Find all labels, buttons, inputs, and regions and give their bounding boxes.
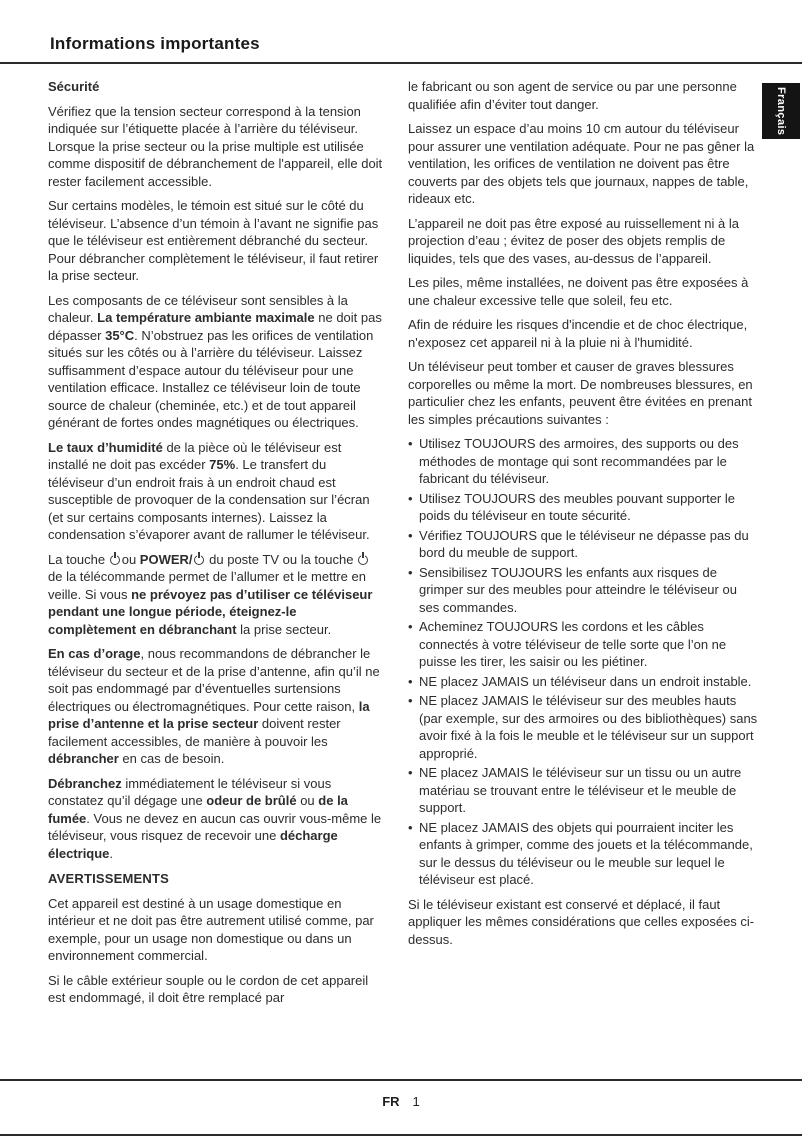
paragraph-voltage: Vérifiez que la tension secteur correspond à la tension indiquée sur l’étiquette placée à l’arrière du téléviseur. Lorsque la prise secteur ou la prise multiple est utilisée comme dispositif de débranchement de l'appareil, elle doit rester facilement accessible. <box>48 103 383 189</box>
right-column <box>408 78 760 1014</box>
precaution-item: • Sensibilisez TOUJOURS les enfants aux risques de grimper sur des meubles pour atteindre le téléviseur ou ses commandes. <box>408 564 760 617</box>
text-segment: . Vous ne devez en aucun cas ouvrir vous-même le téléviseur, vous risquez de recevoir une <box>48 810 382 843</box>
text-segment: ou <box>121 551 140 567</box>
paragraph-ventilation-space: Laissez un espace d’au moins 10 cm autour du téléviseur pour assurer une ventilation adéquate. Pour ne pas gêner la ventilation, les orifices de ventilation ne doivent pas être couverts par des objets tels que journaux, nappes de table, rideaux etc. <box>408 121 755 206</box>
bold-segment: ne prévoyez pas d’utiliser ce téléviseur pendant une longue période, éteignez-le complètement en débranchant <box>48 586 373 637</box>
text-segment: doivent rester facilement accessibles, de manière à pouvoir les <box>48 716 341 749</box>
power-icon <box>110 555 120 565</box>
bold-segment: de la fumée <box>48 793 348 826</box>
bold-segment: En cas d’orage <box>48 646 141 661</box>
text-segment: de la pièce où le téléviseur est installé ne doit pas excéder <box>48 439 342 472</box>
paragraph-heat <box>48 292 385 432</box>
paragraph-domestic-use: Cet appareil est destiné à un usage domestique en intérieur et ne doit pas être autrement utilisé comme, par exemple, pour un usage non domestique ou dans un environnement commercial. <box>48 895 374 963</box>
paragraph-tip-over: Un téléviseur peut tomber et causer de graves blessures corporelles ou même la mort. De nombreuses blessures, en particulier chez les enfants, peuvent être évitées en prenant les simples précautions suivantes : <box>408 359 753 427</box>
precaution-item: • NE placez JAMAIS le téléviseur sur un tissu ou un autre matériau se trouvant entre le téléviseur et le meuble de support. <box>408 764 760 817</box>
footer-divider-top <box>0 1079 802 1081</box>
content-columns <box>48 78 764 1014</box>
section-heading-warnings: AVERTISSEMENTS <box>48 871 170 886</box>
power-icon <box>358 555 368 565</box>
page-footer <box>0 1094 802 1109</box>
bold-segment: débrancher <box>48 751 119 766</box>
bold-segment: POWER/ <box>139 551 193 567</box>
bold-segment: décharge électrique <box>48 828 338 861</box>
language-side-tab <box>762 83 800 139</box>
paragraph-fire-shock: Afin de réduire les risques d'incendie et de choc électrique, n'exposez cet appareil ni à la pluie ni à l'humidité. <box>408 317 748 350</box>
paragraph-cable: Si le câble extérieur souple ou le cordon de cet appareil est endommagé, il doit être remplacé par <box>48 972 369 1005</box>
bold-segment: Le taux d’humidité <box>48 439 163 455</box>
precaution-item: • NE placez JAMAIS le téléviseur sur des meubles hauts (par exemple, sur des armoires ou des bibliothèques) sans avoir fixé à la fois le meuble et le téléviseur sur un support approprié. <box>408 692 760 762</box>
text-segment: ou <box>296 793 319 808</box>
text-segment: en cas de besoin. <box>118 751 225 766</box>
paragraph-power-button <box>48 551 385 639</box>
text-segment: La touche <box>48 551 109 567</box>
footer-page-number: 1 <box>412 1094 420 1109</box>
text-segment: ne doit pas dépasser <box>48 310 382 343</box>
bold-segment: 75% <box>209 457 236 472</box>
paragraph-indicator: Sur certains modèles, le témoin est situé sur le côté du téléviseur. L’absence d’un témoin à l’avant ne signifie pas que le téléviseur est entièrement débranché du secteur. Pour débrancher complètement le téléviseur, il faut retirer la prise secteur. <box>48 198 379 283</box>
footer-region-label: FR <box>382 1094 400 1109</box>
text-segment: Les composants de ce téléviseur sont sensibles à la chaleur. <box>48 292 348 325</box>
text-segment: . N’obstruez pas les orifices de ventilation situés sur les côtés ou à l’arrière du téléviseur. Laissez suffisamment d’espace autour du téléviseur pour une ventilation efficace. Installez ce téléviseur loin de toute source de chaleur (cheminée, etc.) et de tout appareil générant de fortes ondes magnétiques ou électriques. <box>48 327 374 430</box>
precaution-item: • Utilisez TOUJOURS des armoires, des supports ou des méthodes de montage qui sont recommandées par le fabricant du téléviseur. <box>408 435 760 488</box>
text-segment: . <box>109 845 114 861</box>
page-title: Informations importantes <box>50 34 260 53</box>
bold-segment: La température ambiante maximale <box>97 310 315 325</box>
text-segment: . Le transfert du téléviseur d’un endroit frais à un endroit chaud est susceptible de provoquer de la condensation sur l’écran (et sur certains composants internes). Laissez la condensation s’évaporer avant de rallumer le téléviseur. <box>48 457 370 542</box>
precautions-list <box>408 435 760 889</box>
paragraph-humidity <box>48 439 385 544</box>
precaution-item: • NE placez JAMAIS des objets qui pourraient inciter les enfants à grimper, comme des jouets et la télécommande, sur le dessus du téléviseur ou le meuble sur lequel le téléviseur est placé. <box>408 819 760 889</box>
precaution-item: • Vérifiez TOUJOURS que le téléviseur ne dépasse pas du bord du meuble de support. <box>408 527 760 562</box>
text-segment: du poste TV ou la touche <box>205 551 358 567</box>
bold-segment: la prise d’antenne et la prise secteur <box>48 698 370 731</box>
text-segment: , nous recommandons de débrancher le téléviseur du secteur et de la prise d’antenne, afin qu’il ne soit pas endommagé par d’éventuelles surtensions électriques ou électromagnétiques. Pour cette raison, <box>48 646 380 714</box>
precaution-item: • NE placez JAMAIS un téléviseur dans un endroit instable. <box>408 673 760 691</box>
precaution-item: • Acheminez TOUJOURS les cordons et les câbles connectés à votre téléviseur de telle sorte que l’on ne puisse les tirer, les saisir ou les piétiner. <box>408 618 760 671</box>
bold-segment: Débranchez <box>48 775 122 791</box>
bold-segment: 35°C <box>105 327 135 343</box>
bold-segment: odeur de brûlé <box>206 793 297 808</box>
title-divider <box>0 62 802 64</box>
text-segment: la prise secteur. <box>236 621 332 637</box>
paragraph-water-exposure: L’appareil ne doit pas être exposé au ruissellement ni à la projection d’eau ; évitez de poser des objets remplis de liquides, tels que des vases, au-dessus de l’appareil. <box>408 215 739 266</box>
paragraph-batteries: Les piles, même installées, ne doivent pas être exposées à une chaleur excessive telle que soleil, feu etc. <box>408 275 749 308</box>
paragraph-storm <box>48 645 385 768</box>
text-segment: immédiatement le téléviseur si vous constatez qu’il dégage une <box>48 775 332 808</box>
language-tab-label: Français <box>775 86 787 136</box>
left-column <box>48 78 385 1014</box>
text-segment: de la télécommande permet de l’allumer et le mettre en veille. Si vous <box>48 569 366 602</box>
precaution-item: • Utilisez TOUJOURS des meubles pouvant supporter le poids du téléviseur en toute sécurité. <box>408 490 760 525</box>
section-heading-security: Sécurité <box>48 79 100 94</box>
power-icon <box>194 555 204 565</box>
footer-divider-bottom <box>0 1134 802 1136</box>
paragraph-cable-continued: le fabricant ou son agent de service ou par une personne qualifiée afin d’éviter tout danger. <box>408 79 737 112</box>
paragraph-existing-tv: Si le téléviseur existant est conservé et déplacé, il faut appliquer les mêmes considérations que celles exposées ci-dessus. <box>408 896 755 947</box>
paragraph-unplug <box>48 775 385 863</box>
